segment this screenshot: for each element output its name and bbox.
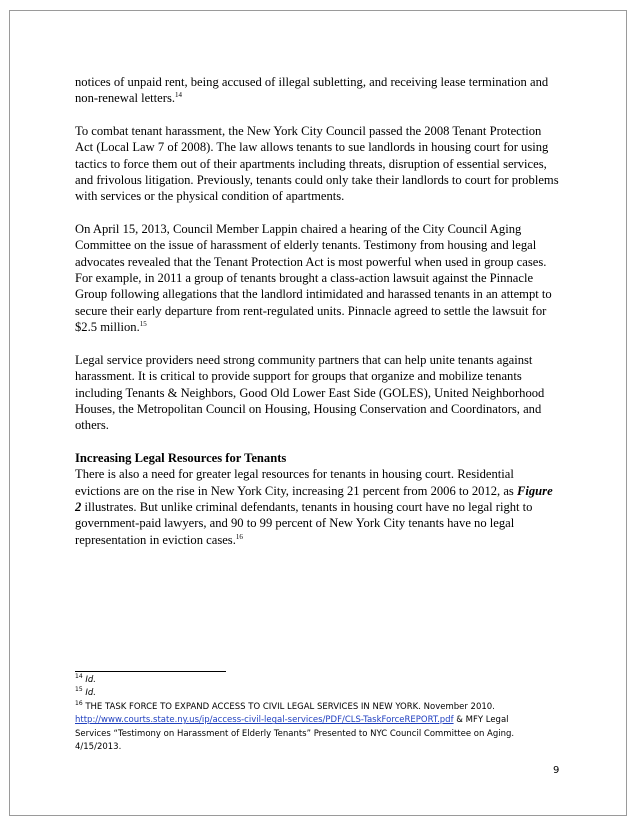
paragraph-notices — [75, 74, 561, 107]
body-text — [75, 74, 561, 548]
paragraph-hearing — [75, 221, 561, 336]
paragraph-text: There is also a need for greater legal resources for tenants in housing court. Residential evictions are on the rise in New York City, increasing 21 percent from 2006 to 2012, as — [75, 467, 517, 498]
footnote-16-link-line — [75, 714, 555, 727]
page-number: 9 — [553, 765, 560, 776]
footnote-text: & MFY Legal — [453, 715, 509, 726]
paragraph-community-partners: Legal service providers need strong community partners that can help unite tenants against harassment. It is critical to provide support for groups that organize and mobilize tenants including Tenants & Neighbors, Good Old Lower East Side (GOLES), United Neighborhood Houses, the Metropolitan Council on Housing, Housing Conservation and Coordinators, and others. — [75, 352, 545, 433]
footnote-ref-16[interactable]: 16 — [235, 532, 243, 541]
footnote-number: 14 — [75, 673, 83, 681]
paragraph-text: On April 15, 2013, Council Member Lappin chaired a hearing of the City Council Aging Committee on the issue of harassment of elderly tenants. Testimony from housing and legal advocates revealed that the Tenant Protection Act is most powerful when used in group cases. For example, in 2011 a group of tenants brought a class-action lawsuit against the Pinnacle Group following allegations that the landlord intimidated and harassed tenants in an attempt to secure their early departure from rent-regulated units. Pinnacle agreed to settle the lawsuit for $2.5 million. — [75, 221, 552, 335]
section-heading: Increasing Legal Resources for Tenants — [75, 450, 287, 465]
footnote-text: Id. — [85, 688, 96, 699]
footnote-text: THE TASK FORCE TO EXPAND ACCESS TO CIVIL LEGAL SERVICES IN NEW YORK. November 2010. — [85, 701, 495, 712]
paragraph-text: notices of unpaid rent, being accused of illegal subletting, and receiving lease termination and non-renewal letters. — [75, 75, 549, 106]
footnotes — [75, 674, 555, 754]
footnote-link[interactable]: http://www.courts.state.ny.us/ip/access-civil-legal-services/PDF/CLS-TaskForceREPORT.pdf — [75, 715, 454, 726]
footnote-16-line-4: 4/15/2013. — [75, 742, 122, 753]
footnote-number: 16 — [75, 699, 83, 707]
footnote-text: Id. — [85, 675, 96, 685]
paragraph-text: illustrates. But unlike criminal defendants, tenants in housing court have no legal right to government-paid lawyers, and 90 to 99 percent of New York City tenants have no legal representation in eviction cases. — [75, 499, 533, 547]
footnote-15 — [75, 687, 555, 700]
footnote-16-line-3: Services “Testimony on Harassment of Elderly Tenants” Presented to NYC Council Committee on Aging. — [75, 728, 515, 739]
footnote-16 — [75, 701, 555, 714]
footnote-ref-14[interactable]: 14 — [175, 91, 183, 100]
footnote-separator — [75, 671, 226, 672]
footnote-14 — [75, 674, 555, 687]
paragraph-legal-resources — [75, 466, 561, 548]
figure-reference: Figure 2 — [75, 483, 553, 514]
footnote-ref-15[interactable]: 15 — [139, 320, 147, 329]
paragraph-tenant-protection-act: To combat tenant harassment, the New York City Council passed the 2008 Tenant Protection Act (Local Law 7 of 2008). The law allows tenants to sue landlords in housing court for using tactics to force them out of their apartments including threats, disruption of essential services, and frivolous litigation. Previously, tenants could only take their landlords to court for problems with services or the physical condition of apartments. — [75, 123, 559, 204]
footnote-number: 15 — [75, 686, 83, 694]
